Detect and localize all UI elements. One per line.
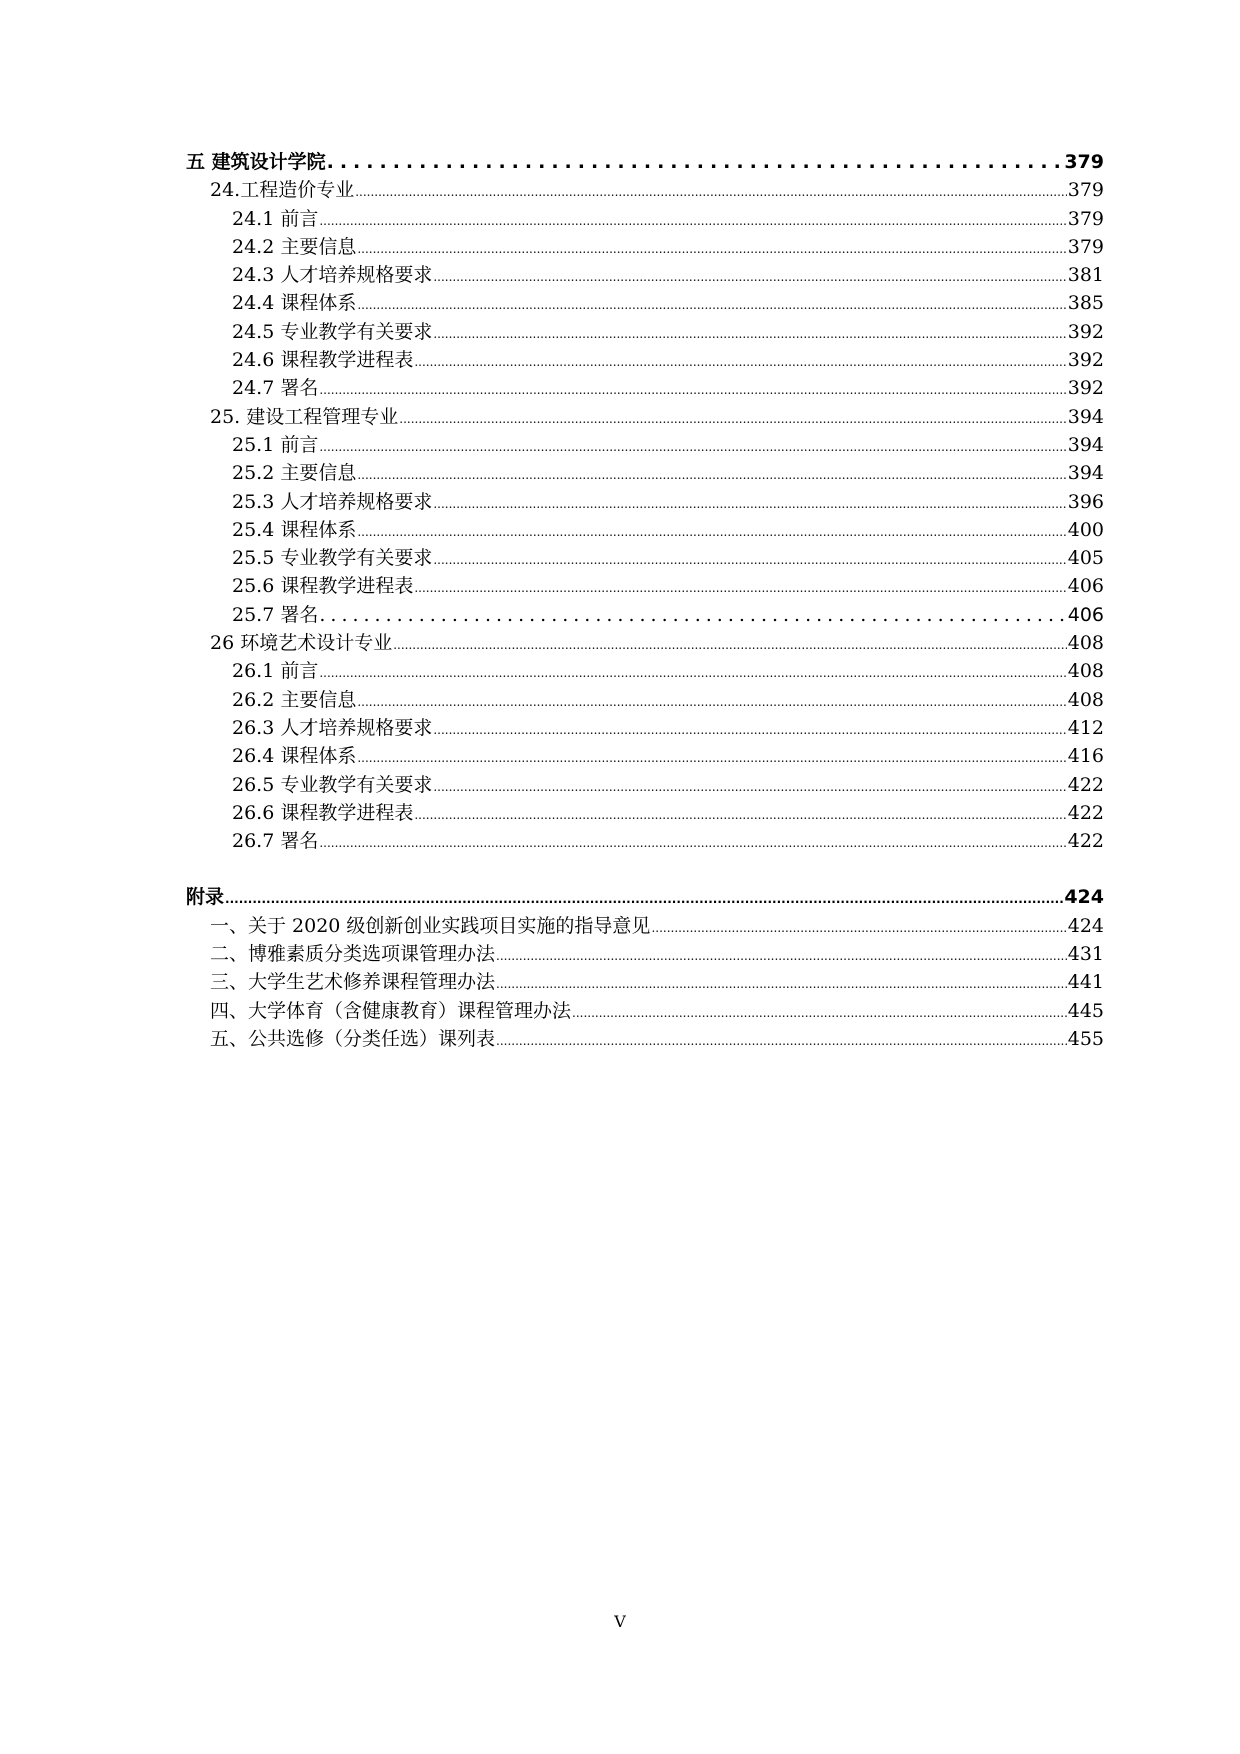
toc-label: 26.1 前言 <box>232 660 319 683</box>
toc-entry[interactable] <box>186 374 1104 402</box>
dot-leader <box>319 376 1066 404</box>
dot-leader <box>433 716 1066 744</box>
dot-leader <box>319 659 1066 687</box>
toc-label: 24.6 课程教学进程表 <box>232 349 414 372</box>
toc-page-number: 416 <box>1067 745 1104 768</box>
toc-page-number: 379 <box>1067 207 1104 230</box>
toc-label: 四、大学体育（含健康教育）课程管理办法 <box>210 999 572 1022</box>
toc-label: 25.6 课程教学进程表 <box>232 575 414 598</box>
toc-label: 26 环境艺术设计专业 <box>210 632 393 655</box>
toc-entry[interactable] <box>186 459 1104 487</box>
toc-entry-major-26[interactable] <box>186 629 1104 657</box>
toc-entry[interactable] <box>186 346 1104 374</box>
toc-label: 25.3 人才培养规格要求 <box>232 490 433 513</box>
dot-leader <box>496 970 1067 998</box>
toc-page-number: 408 <box>1067 688 1104 711</box>
dot-leader <box>433 490 1066 518</box>
toc-entry[interactable] <box>186 771 1104 799</box>
toc-page-number: 424 <box>1067 914 1104 937</box>
dot-leader <box>319 207 1066 235</box>
dot-leader <box>319 601 1066 629</box>
toc-entry[interactable] <box>186 686 1104 714</box>
dot-leader <box>357 688 1066 716</box>
toc-entry[interactable] <box>186 742 1104 770</box>
toc-entry[interactable] <box>186 714 1104 742</box>
toc-entry-appendix[interactable] <box>186 912 1104 940</box>
dot-leader <box>433 320 1066 348</box>
toc-entry-appendix[interactable] <box>186 1025 1104 1053</box>
toc-heading-appendix[interactable] <box>186 883 1104 911</box>
dot-leader <box>572 999 1067 1027</box>
toc-entry[interactable] <box>186 233 1104 261</box>
toc-page-number: 379 <box>1067 179 1104 202</box>
dot-leader <box>433 263 1066 291</box>
toc-label: 26.4 课程体系 <box>232 745 357 768</box>
toc-entry[interactable] <box>186 657 1104 685</box>
toc-label: 24.1 前言 <box>232 207 319 230</box>
toc-page-number: 381 <box>1067 264 1104 287</box>
dot-leader <box>357 518 1066 546</box>
dot-leader <box>357 235 1066 263</box>
dot-leader <box>357 461 1066 489</box>
toc-label: 26.6 课程教学进程表 <box>232 801 414 824</box>
toc-page-number: 392 <box>1067 349 1104 372</box>
toc-page-number: 379 <box>1064 151 1104 173</box>
toc-page-number: 408 <box>1067 632 1104 655</box>
toc-page-number: 422 <box>1067 773 1104 796</box>
toc-entry[interactable] <box>186 572 1104 600</box>
toc-page-number: 385 <box>1067 292 1104 315</box>
toc-page-number: 406 <box>1067 603 1104 626</box>
toc-page-number: 422 <box>1067 830 1104 853</box>
dot-leader <box>496 1027 1067 1055</box>
toc-label: 24.7 署名 <box>232 377 319 400</box>
toc-entry[interactable] <box>186 289 1104 317</box>
dot-leader <box>414 801 1066 829</box>
toc-page-number: 408 <box>1067 660 1104 683</box>
toc-entry-major-24[interactable] <box>186 176 1104 204</box>
dot-leader <box>327 148 1064 176</box>
dot-leader <box>319 433 1066 461</box>
toc-label: 26.7 署名 <box>232 830 319 853</box>
toc-label: 25.5 专业教学有关要求 <box>232 547 433 570</box>
toc-label: 24.工程造价专业 <box>210 179 355 202</box>
toc-entry-appendix[interactable] <box>186 968 1104 996</box>
toc-label: 26.2 主要信息 <box>232 688 357 711</box>
toc-heading-section-5[interactable] <box>186 148 1104 176</box>
toc-entry-appendix[interactable] <box>186 940 1104 968</box>
dot-leader <box>651 914 1066 942</box>
toc-label: 五、公共选修（分类任选）课列表 <box>210 1027 496 1050</box>
toc-label: 26.3 人才培养规格要求 <box>232 716 433 739</box>
toc-page-number: 424 <box>1064 886 1104 909</box>
toc-page-number: 455 <box>1067 1027 1104 1050</box>
toc-label: 26.5 专业教学有关要求 <box>232 773 433 796</box>
toc-label: 附录 <box>186 886 225 909</box>
toc-entry[interactable] <box>186 318 1104 346</box>
toc-page-number: 400 <box>1067 518 1104 541</box>
toc-label: 三、大学生艺术修养课程管理办法 <box>210 971 496 994</box>
toc-label: 五 建筑设计学院 <box>186 151 326 173</box>
toc-entry[interactable] <box>186 827 1104 855</box>
toc-label: 25.4 课程体系 <box>232 518 357 541</box>
table-of-contents <box>186 148 1104 1053</box>
dot-leader <box>433 773 1066 801</box>
spacer <box>186 855 1104 883</box>
toc-page-number: 441 <box>1067 971 1104 994</box>
toc-page-number: 392 <box>1067 377 1104 400</box>
toc-page-number: 431 <box>1067 943 1104 966</box>
toc-entry-major-25[interactable] <box>186 403 1104 431</box>
dot-leader <box>225 885 1063 913</box>
toc-entry[interactable] <box>186 488 1104 516</box>
toc-label: 24.4 课程体系 <box>232 292 357 315</box>
toc-entry[interactable] <box>186 799 1104 827</box>
toc-page-number: 394 <box>1067 433 1104 456</box>
dot-leader <box>319 829 1066 857</box>
toc-label: 24.5 专业教学有关要求 <box>232 320 433 343</box>
dot-leader <box>357 744 1066 772</box>
toc-page-number: 392 <box>1067 320 1104 343</box>
toc-page-number: 379 <box>1067 235 1104 258</box>
toc-label: 二、博雅素质分类选项课管理办法 <box>210 943 496 966</box>
toc-entry[interactable] <box>186 516 1104 544</box>
toc-page-number: 405 <box>1067 547 1104 570</box>
toc-page-number: 422 <box>1067 801 1104 824</box>
toc-entry[interactable] <box>186 205 1104 233</box>
toc-page-number: 394 <box>1067 405 1104 428</box>
dot-leader <box>393 631 1067 659</box>
toc-page-number: 445 <box>1067 999 1104 1022</box>
toc-entry[interactable] <box>186 601 1104 629</box>
dot-leader <box>414 348 1066 376</box>
dot-leader <box>433 546 1066 574</box>
page-number-footer: V <box>614 1612 626 1631</box>
toc-page-number: 412 <box>1067 716 1104 739</box>
toc-entry[interactable] <box>186 431 1104 459</box>
toc-label: 24.2 主要信息 <box>232 235 357 258</box>
toc-label: 25. 建设工程管理专业 <box>210 405 399 428</box>
toc-page-number: 394 <box>1067 462 1104 485</box>
toc-page-number: 396 <box>1067 490 1104 513</box>
toc-label: 25.1 前言 <box>232 433 319 456</box>
dot-leader <box>355 178 1067 206</box>
dot-leader <box>496 942 1067 970</box>
toc-label: 24.3 人才培养规格要求 <box>232 264 433 287</box>
toc-label: 25.2 主要信息 <box>232 462 357 485</box>
toc-entry-appendix[interactable] <box>186 997 1104 1025</box>
dot-leader <box>357 291 1066 319</box>
toc-entry[interactable] <box>186 261 1104 289</box>
toc-entry[interactable] <box>186 544 1104 572</box>
toc-page-number: 406 <box>1067 575 1104 598</box>
dot-leader <box>399 405 1066 433</box>
toc-label: 一、关于 2020 级创新创业实践项目实施的指导意见 <box>210 914 651 937</box>
dot-leader <box>414 574 1066 602</box>
toc-label: 25.7 署名 <box>232 603 319 626</box>
